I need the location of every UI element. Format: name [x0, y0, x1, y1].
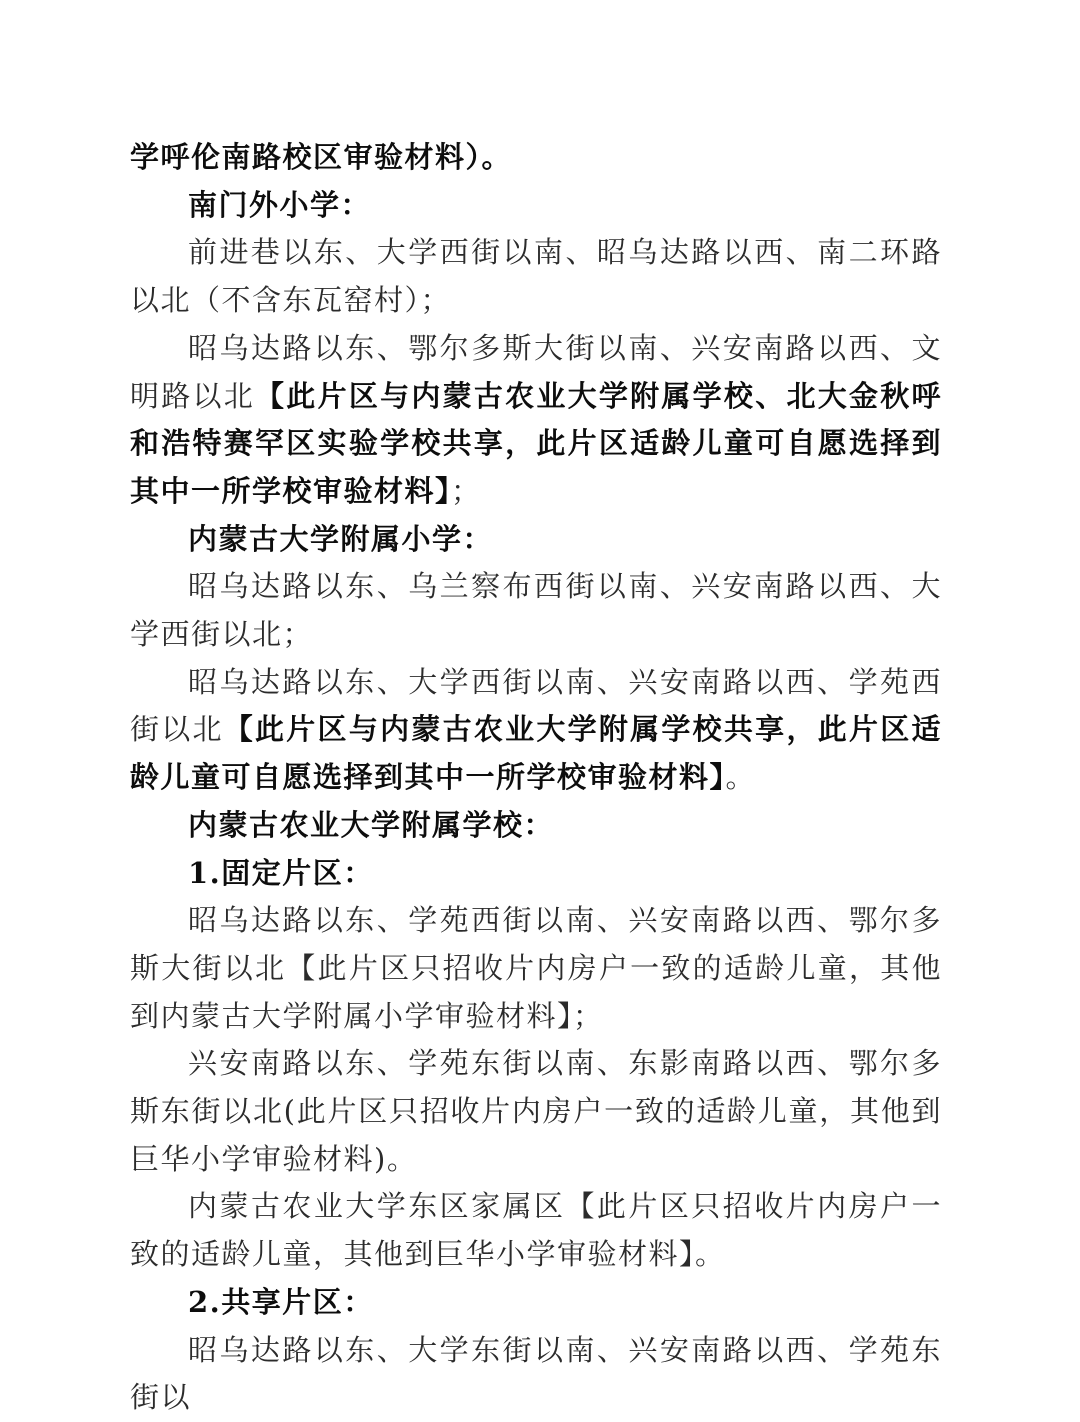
shared-zone-note: 【此片区与内蒙古农业大学附属学校、北大金秋呼和浩特赛罕区实验学校共享，此片区适龄儿童可自愿选择到其中一所学校审验材料】: [130, 378, 942, 508]
paragraph-shared-zone-1: 昭乌达路以东、大学东街以南、兴安南路以西、学苑东街以: [130, 1332, 942, 1415]
punctuation: ；: [451, 473, 482, 508]
paragraph-neida-zone-1: 昭乌达路以东、乌兰察布西街以南、兴安南路以西、大学西街以北；: [130, 569, 942, 652]
paragraph-nanmenwai-zone-1: 前进巷以东、大学西街以南、昭乌达路以西、南二环路以北（不含东瓦窑村）；: [130, 235, 942, 318]
heading-nanmenwai-school: 南门外小学：: [188, 187, 372, 222]
paragraph-nanmenwai-zone-2: [130, 325, 942, 516]
heading-shared-zone: 2.共享片区：: [188, 1284, 374, 1319]
zone-boundary-text: 昭乌达路以东、鄂尔多斯大街以南、兴安南路以西、文明路以北: [130, 330, 942, 413]
heading-fixed-zone: 1.固定片区：: [188, 855, 374, 890]
paragraph-fixed-zone-3: 内蒙古农业大学东区家属区【此片区只招收片内房户一致的适龄儿童，其他到巨华小学审验材料】。: [130, 1189, 942, 1272]
document-page: [130, 134, 942, 1422]
paragraph-fixed-zone-1: 昭乌达路以东、学苑西街以南、兴安南路以西、鄂尔多斯大街以北【此片区只招收片内房户一致的适龄儿童，其他到内蒙古大学附属小学审验材料】；: [130, 903, 942, 1033]
heading-neida-school: 内蒙古大学附属小学：: [188, 521, 494, 556]
paragraph-continuation: 学呼伦南路校区审验材料）。: [130, 140, 513, 174]
paragraph-fixed-zone-2: 兴安南路以东、学苑东街以南、东影南路以西、鄂尔多斯东街以北(此片区只招收片内房户一致的适龄儿童，其他到巨华小学审验材料)。: [130, 1046, 942, 1176]
heading-nongda-school: 内蒙古农业大学附属学校：: [188, 807, 555, 842]
paragraph-neida-zone-2: [130, 659, 942, 802]
shared-zone-note: 【此片区与内蒙古农业大学附属学校共享，此片区适龄儿童可自愿选择到其中一所学校审验材料】: [130, 712, 942, 795]
zone-boundary-text: 昭乌达路以东、大学西街以南、兴安南路以西、学苑西街以北: [130, 664, 942, 747]
punctuation: 。: [725, 760, 757, 795]
